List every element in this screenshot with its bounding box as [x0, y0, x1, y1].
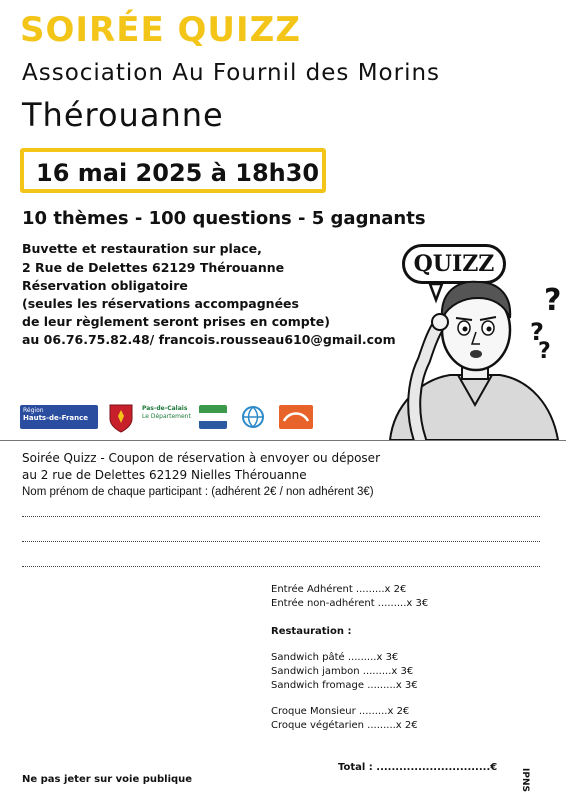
partner-logo — [199, 405, 227, 429]
participant-line-2[interactable] — [22, 541, 540, 542]
info-line-5: de leur règlement seront prises en compte) — [22, 314, 330, 329]
participants-label: Nom prénom de chaque participant : (adhérent 2€ / non adhérent 3€) — [22, 486, 374, 498]
info-line-1: Buvette et restauration sur place, — [22, 241, 262, 256]
total-line: Total : ..............................€ — [338, 762, 498, 773]
svg-text:?: ? — [538, 339, 551, 364]
region-small-label: Région — [23, 407, 44, 414]
price-sandwich-fromage: Sandwich fromage .........x 3€ — [271, 680, 418, 691]
ipns-label: IPNS — [520, 768, 530, 792]
coupon-separator — [0, 440, 566, 441]
svg-text:?: ? — [530, 318, 544, 346]
association-name: Association Au Fournil des Morins — [22, 60, 441, 86]
restauration-heading: Restauration : — [271, 626, 352, 637]
pas-de-calais-label: Pas-de-Calais — [142, 405, 188, 412]
themes-line: 10 thèmes - 100 questions - 5 gagnants — [22, 208, 426, 229]
globe-partner-logo — [234, 405, 272, 429]
participant-line-3[interactable] — [22, 566, 540, 567]
price-sandwich-pate: Sandwich pâté .........x 3€ — [271, 652, 399, 663]
coat-of-arms-logo — [108, 403, 134, 433]
region-name-label: Hauts-de-France — [23, 414, 89, 422]
price-entree-adherent: Entrée Adhérent .........x 2€ — [271, 584, 407, 595]
info-line-4: (seules les réservations accompagnées — [22, 296, 299, 311]
event-title: SOIRÉE QUIZZ — [20, 10, 301, 50]
coupon-title: Soirée Quizz - Coupon de réservation à envoyer ou déposer — [22, 451, 381, 465]
info-line-3: Réservation obligatoire — [22, 278, 188, 293]
coupon-address: au 2 rue de Delettes 62129 Nielles Thérouanne — [22, 468, 307, 482]
footer-notice: Ne pas jeter sur voie publique — [22, 774, 193, 785]
price-croque-monsieur: Croque Monsieur .........x 2€ — [271, 706, 410, 717]
orange-partner-logo — [279, 405, 313, 429]
quizz-speech-bubble: QUIZZ — [402, 244, 506, 284]
info-line-6: au 06.76.75.82.48/ francois.rousseau610@gmail.com — [22, 332, 396, 347]
event-date-box: 16 mai 2025 à 18h30 — [20, 148, 326, 193]
svg-text:?: ? — [544, 283, 562, 318]
price-sandwich-jambon: Sandwich jambon .........x 3€ — [271, 666, 414, 677]
participant-line-1[interactable] — [22, 516, 540, 517]
wave-icon — [279, 405, 313, 429]
thinking-man-illustration — [380, 240, 566, 440]
region-hauts-de-france-logo — [20, 405, 98, 429]
info-line-2: 2 Rue de Delettes 62129 Thérouanne — [22, 260, 285, 275]
price-croque-vegetarien: Croque végétarien .........x 2€ — [271, 720, 418, 731]
price-entree-non-adherent: Entrée non-adhérent .........x 3€ — [271, 598, 429, 609]
pas-de-calais-sub-label: Le Département — [142, 413, 191, 420]
city-name: Thérouanne — [22, 96, 224, 134]
pas-de-calais-logo — [142, 405, 194, 429]
